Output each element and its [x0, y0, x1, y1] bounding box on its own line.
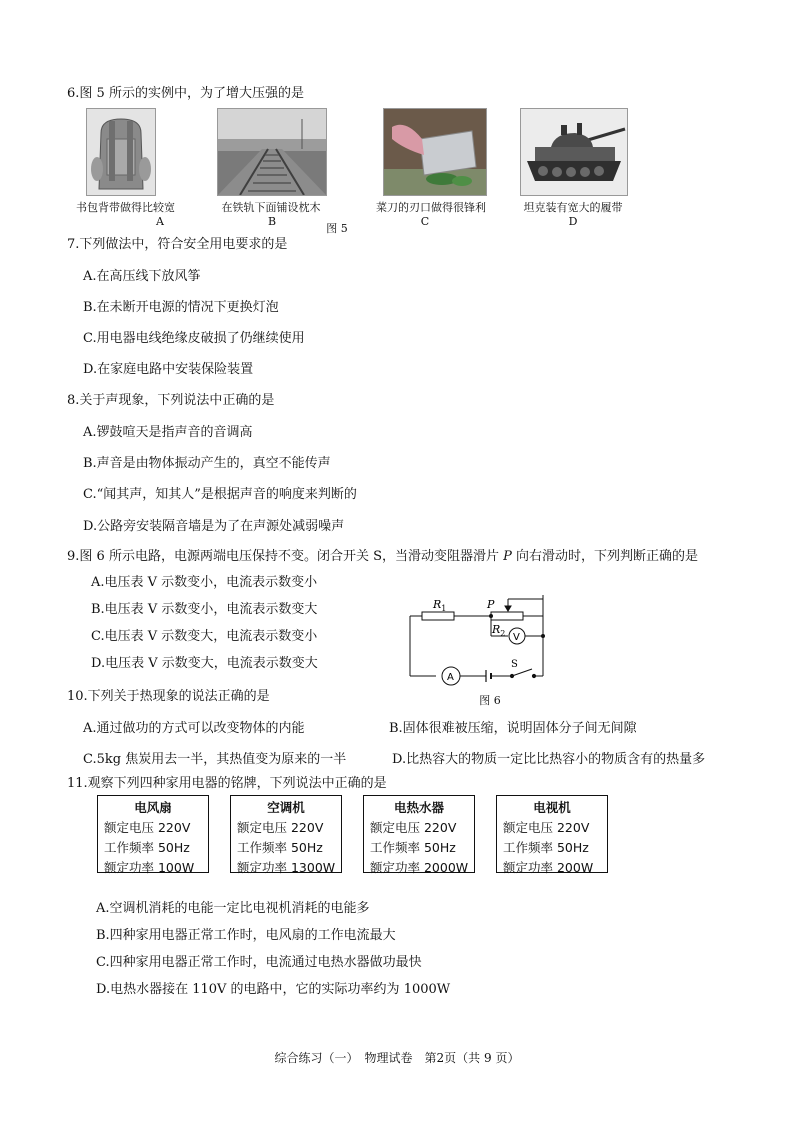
nameplate-tv-voltage: 额定电压 220V	[503, 820, 590, 835]
q9-stem-part2: 向右滑动时，下列判断正确的是	[511, 549, 699, 564]
r2-label: $R_2$	[492, 623, 506, 638]
q11-stem: 11.观察下列四种家用电器的铭牌，下列说法中正确的是	[67, 776, 387, 791]
q6-caption-a: 书包背带做得比较宽	[76, 201, 175, 214]
nameplate-fan-frequency: 工作频率 50Hz	[104, 840, 190, 855]
q6-letter-a: A	[156, 215, 164, 228]
nameplate-tv	[496, 795, 608, 873]
q6-caption-d: 坦克装有宽大的履带	[523, 201, 623, 214]
nameplate-water-heater-voltage: 额定电压 220V	[370, 820, 457, 835]
nameplate-water-heater-name: 电热水器	[393, 800, 444, 815]
nameplate-water-heater-power: 额定功率 2000W	[370, 860, 469, 875]
q8-stem: 8.关于声现象，下列说法中正确的是	[67, 393, 275, 408]
q9-figure-label: 图 6	[479, 694, 501, 707]
backpack-photo	[86, 108, 156, 196]
q10-stem: 10.下列关于热现象的说法正确的是	[67, 689, 270, 704]
nameplate-ac-frequency: 工作频率 50Hz	[237, 840, 323, 855]
q8-option-b: B.声音是由物体振动产生的，真空不能传声	[83, 456, 331, 471]
q7-stem: 7.下列做法中，符合安全用电要求的是	[67, 237, 288, 252]
q6-figure-label: 图 5	[326, 222, 348, 235]
nameplate-water-heater-frequency: 工作频率 50Hz	[370, 840, 456, 855]
q9-stem	[67, 545, 698, 564]
nameplate-ac-voltage: 额定电压 220V	[237, 820, 324, 835]
q7-option-a: A.在高压线下放风筝	[83, 269, 201, 284]
q10-option-d: D.比热容大的物质一定比比热容小的物质含有的热量多	[392, 752, 706, 767]
q6-letter-b: B	[267, 215, 277, 228]
ammeter-label: A	[447, 672, 454, 683]
nameplate-ac-power: 额定功率 1300W	[237, 860, 336, 875]
q9-option-a: A.电压表 V 示数变小，电流表示数变小	[91, 575, 318, 590]
q8-option-d: D.公路旁安装隔音墙是为了在声源处减弱噪声	[83, 519, 345, 534]
nameplate-tv-power: 额定功率 200W	[503, 860, 594, 875]
nameplate-fan-voltage: 额定电压 220V	[104, 820, 191, 835]
q6-letter-d: D	[568, 215, 578, 228]
q6-stem: 6.图 5 所示的实例中，为了增大压强的是	[67, 86, 304, 101]
q8-option-a: A.锣鼓喧天是指声音的音调高	[83, 425, 253, 440]
r1-label: $R_1$	[433, 598, 447, 613]
q11-option-b: B.四种家用电器正常工作时，电风扇的工作电流最大	[96, 928, 396, 943]
q6-caption-c: 菜刀的刃口做得很锋利	[376, 201, 486, 214]
q7-option-b: B.在未断开电源的情况下更换灯泡	[83, 300, 279, 315]
q7-option-d: D.在家庭电路中安装保险装置	[83, 362, 254, 377]
q9-stem-part1: 9.图 6 所示电路，电源两端电压保持不变。闭合开关 S，当滑动变阻器滑片	[67, 549, 504, 564]
p-label: P	[487, 598, 495, 611]
q7-option-c: C.用电器电线绝缘皮破损了仍继续使用	[83, 331, 305, 346]
q9-option-d: D.电压表 V 示数变大，电流表示数变大	[91, 656, 318, 671]
q11-option-d: D.电热水器接在 110V 的电路中，它的实际功率约为 1000W	[96, 982, 451, 997]
q6-caption-b: 在铁轨下面铺设枕木	[221, 201, 321, 214]
q9-stem-p: P	[503, 549, 512, 564]
page-footer: 综合练习（一） 物理试卷 第2页（共 9 页）	[274, 1051, 520, 1065]
nameplate-tv-name: 电视机	[533, 800, 571, 815]
nameplate-fan	[97, 795, 209, 873]
voltmeter-label: V	[513, 632, 520, 643]
circuit-diagram	[400, 590, 560, 690]
q9-option-b: B.电压表 V 示数变小，电流表示数变大	[91, 602, 318, 617]
tank-photo	[520, 108, 628, 196]
railway-photo	[217, 108, 327, 196]
nameplate-fan-power: 额定功率 100W	[104, 860, 195, 875]
q10-option-b: B.固体很难被压缩，说明固体分子间无间隙	[389, 721, 637, 736]
switch-label: S	[511, 659, 518, 670]
nameplate-water-heater	[363, 795, 475, 873]
q9-option-c: C.电压表 V 示数变大，电流表示数变小	[91, 629, 318, 644]
q11-option-c: C.四种家用电器正常工作时，电流通过电热水器做功最快	[96, 955, 422, 970]
nameplate-ac	[230, 795, 342, 873]
q6-letter-c: C	[420, 215, 430, 228]
q10-option-c: C.5kg 焦炭用去一半，其热值变为原来的一半	[83, 752, 347, 767]
cleaver-photo	[383, 108, 487, 196]
nameplate-ac-name: 空调机	[267, 800, 305, 815]
q10-option-a: A.通过做功的方式可以改变物体的内能	[83, 721, 305, 736]
nameplate-tv-frequency: 工作频率 50Hz	[503, 840, 589, 855]
q8-option-c: C.“闻其声，知其人”是根据声音的响度来判断的	[83, 487, 357, 502]
q11-option-a: A.空调机消耗的电能一定比电视机消耗的电能多	[96, 901, 370, 916]
nameplate-fan-name: 电风扇	[134, 800, 172, 815]
